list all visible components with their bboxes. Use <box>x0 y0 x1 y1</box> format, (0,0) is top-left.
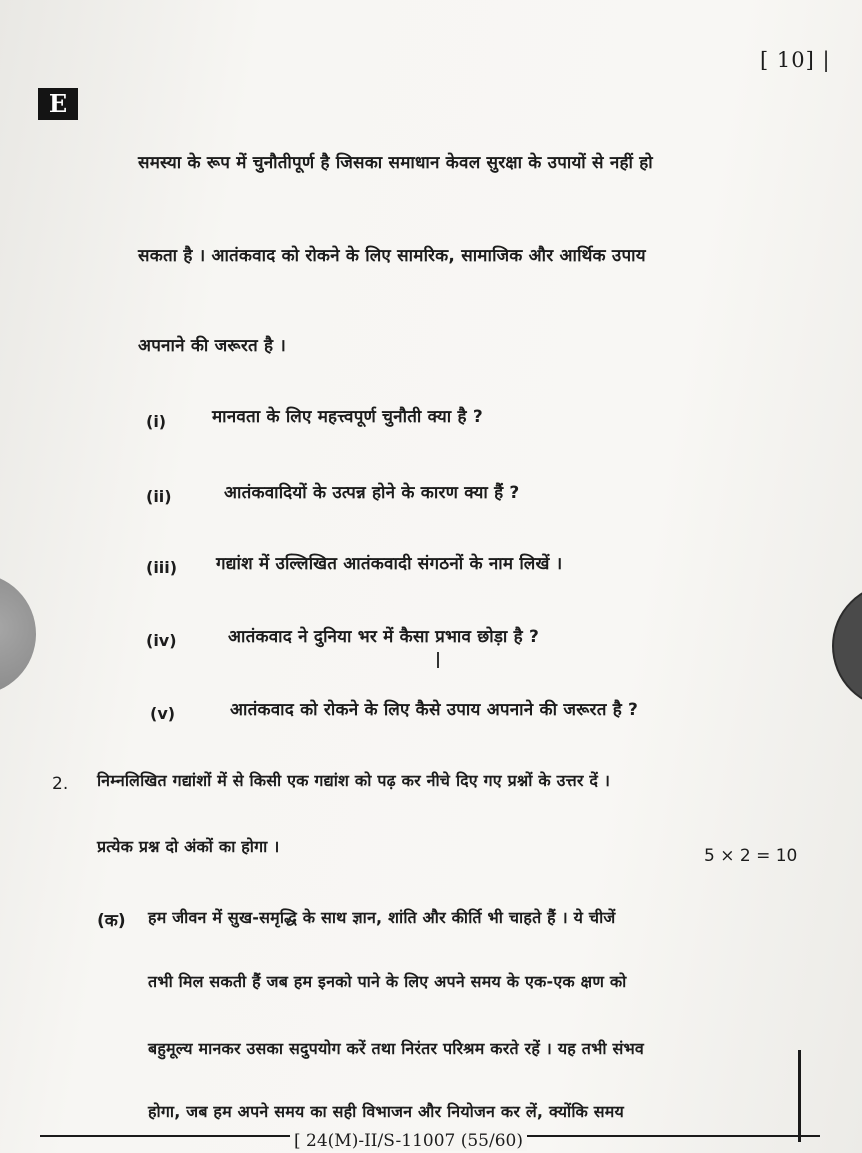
paper-code: [ 24(M)-II/S-11007 (55/60) <box>290 1131 527 1151</box>
passage-line-1: समस्या के रूप में चुनौतीपूर्ण है जिसका समाधान केवल सुरक्षा के उपायों से नहीं हो <box>138 153 653 173</box>
passage-ka-line-3: बहुमूल्य मानकर उसका सदुपयोग करें तथा निरंतर परिश्रम करते रहें । यह तभी संभव <box>148 1039 645 1058</box>
stray-mark <box>437 652 439 668</box>
question-2-marks-note: प्रत्येक प्रश्न दो अंकों का होगा । <box>97 837 280 856</box>
passage-line-3: अपनाने की जरूरत है । <box>138 336 286 356</box>
passage-ka-line-1: हम जीवन में सुख-समृद्धि के साथ ज्ञान, शांति और कीर्ति भी चाहते हैं । ये चीजें <box>148 908 616 927</box>
marks-allocation: 5 × 2 = 10 <box>704 846 798 866</box>
question-text-v: आतंकवाद को रोकने के लिए कैसे उपाय अपनाने की जरूरत है ? <box>230 700 639 720</box>
question-text-i: मानवता के लिए महत्त्वपूर्ण चुनौती क्या है ? <box>212 407 483 427</box>
margin-bar <box>798 1050 801 1142</box>
question-number-iv: (iv) <box>146 631 177 650</box>
question-number-i: (i) <box>146 412 167 431</box>
passage-ka-line-2: तभी मिल सकती हैं जब हम इनको पाने के लिए अपने समय के एक-एक क्षण को <box>148 972 627 991</box>
question-text-iv: आतंकवाद ने दुनिया भर में कैसा प्रभाव छोड़ा है ? <box>228 627 540 647</box>
question-number-ii: (ii) <box>146 487 172 506</box>
passage-line-2: सकता है । आतंकवाद को रोकने के लिए सामरिक, सामाजिक और आर्थिक उपाय <box>138 246 646 266</box>
question-text-ii: आतंकवादियों के उत्पन्न होने के कारण क्या हैं ? <box>224 483 520 503</box>
question-number-iii: (iii) <box>146 558 178 577</box>
question-text-iii: गद्यांश में उल्लिखित आतंकवादी संगठनों के नाम लिखें । <box>216 554 563 574</box>
question-2-number: 2. <box>52 774 69 794</box>
question-number-v: (v) <box>150 704 176 723</box>
set-badge: E <box>38 88 78 120</box>
part-label-ka: (क) <box>97 911 126 931</box>
page-number: [ 10] | <box>760 48 831 72</box>
question-2-instruction: निम्नलिखित गद्यांशों में से किसी एक गद्यांश को पढ़ कर नीचे दिए गए प्रश्नों के उत्तर दें । <box>97 771 611 790</box>
passage-ka-line-4: होगा, जब हम अपने समय का सही विभाजन और नियोजन कर लें, क्योंकि समय <box>148 1102 625 1121</box>
